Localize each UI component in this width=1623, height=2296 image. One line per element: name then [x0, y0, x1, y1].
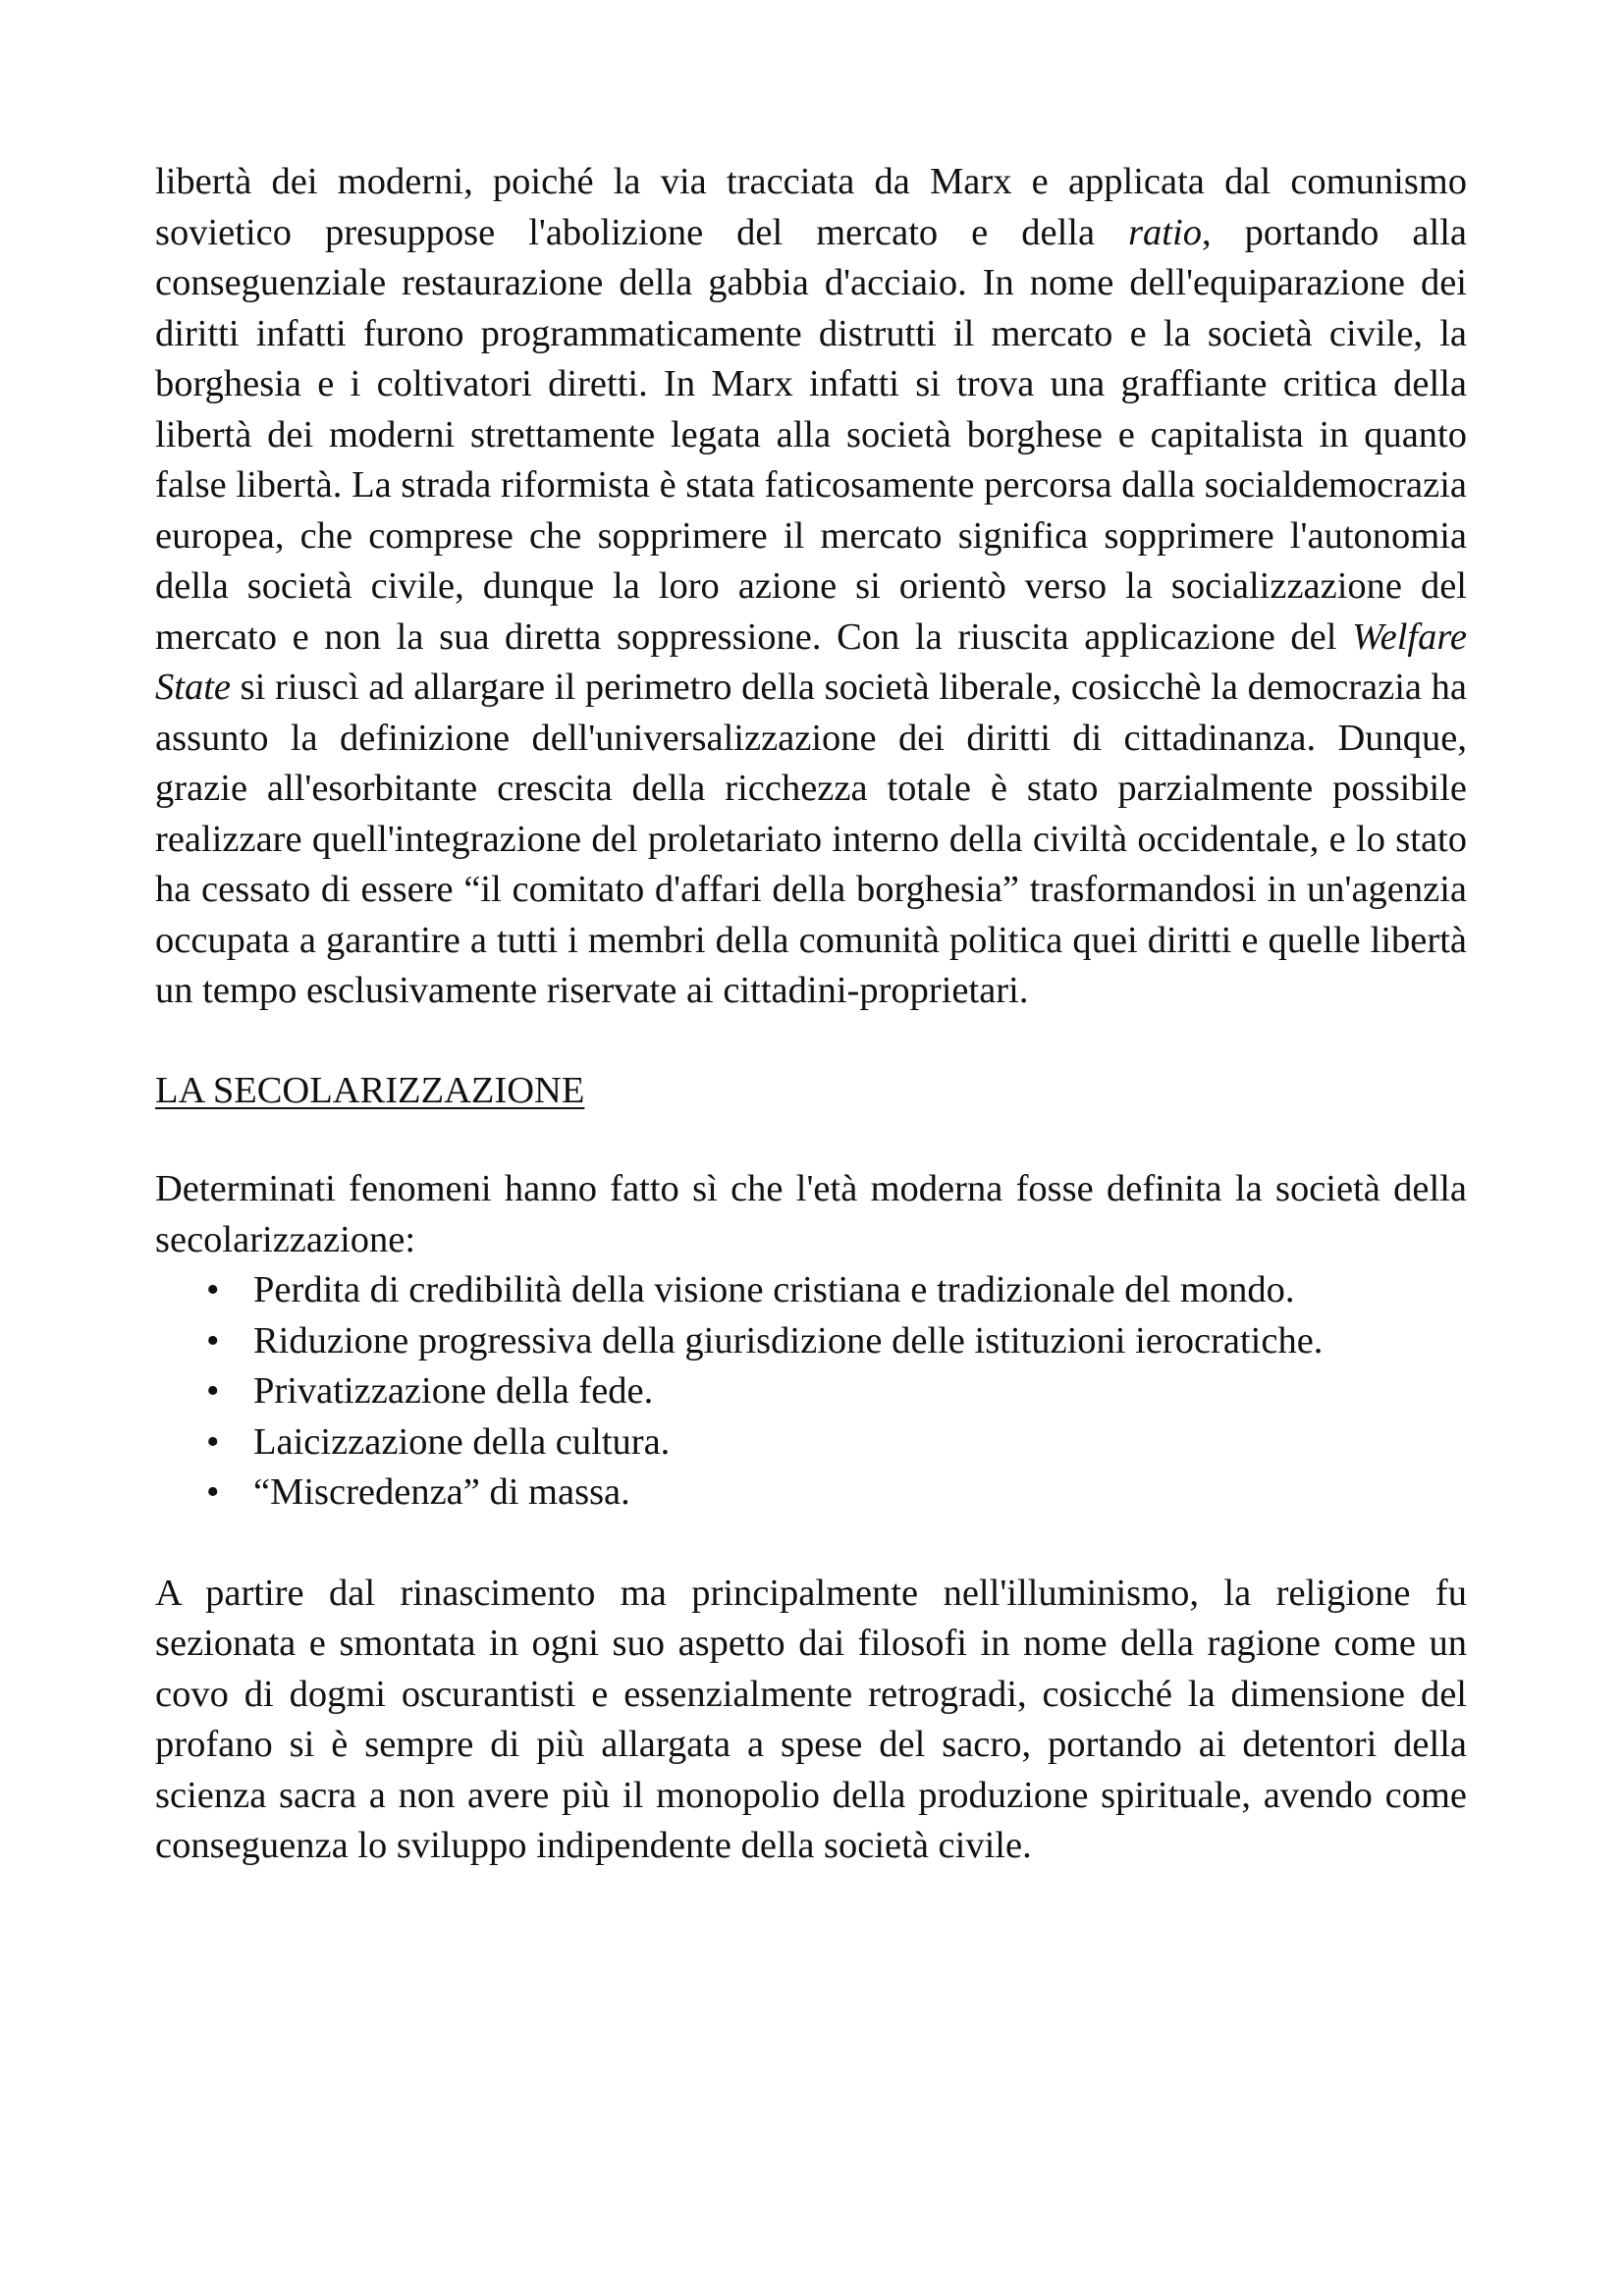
list-item-text: Laicizzazione della cultura.	[253, 1420, 671, 1463]
paragraph-renaissance-enlightenment: A partire dal rinascimento ma principalmente nell'illuminismo, la religione fu sezionata e smontata in ogni suo aspetto dai filosofi in nome della ragione come un covo di dogmi oscurantisti e essenzialmente retrogradi, cosicché la dimensione del profano si è sempre di più allargata a spese del sacro, portando ai detentori della scienza sacra a non avere più il monopolio della produzione spirituale, avendo come conseguenza lo sviluppo indipendente della società civile.	[155, 1572, 1467, 1866]
list-item	[155, 1265, 1467, 1316]
bullet-marker: •	[206, 1471, 220, 1513]
list-item	[155, 1417, 1467, 1468]
list-item-text: Riduzione progressiva della giurisdizione delle istituzioni ierocratiche.	[253, 1319, 1324, 1362]
secularization-bullet-list	[155, 1265, 1467, 1519]
paragraph-secularization-intro: Determinati fenomeni hanno fatto sì che l'età moderna fosse definita la società della secolarizzazione:	[155, 1168, 1467, 1260]
italic-term-welfare-state: Welfare State	[155, 615, 1467, 708]
bullet-marker: •	[206, 1370, 220, 1412]
list-item	[155, 1366, 1467, 1417]
list-item-text: Privatizzazione della fede.	[253, 1370, 654, 1412]
paragraph-1-text-b: , portando alla conseguenziale restaurazione della gabbia d'acciaio. In nome dell'equiparazione dei diritti infatti furono programmaticamente distrutti il mercato e la società civile, la borghesia e i coltivatori diretti. In Marx infatti si trova una graffiante critica della libertà dei moderni strettamente legata alla società borghese e capitalista in quanto false libertà. La strada riformista è stata faticosamente percorsa dalla socialdemocrazia europea, che comprese che sopprimere il mercato significa sopprimere l'autonomia della società civile, dunque la loro azione si orientò verso la socializzazione del mercato e non la sua diretta soppressione. Con la riuscita applicazione del	[155, 211, 1467, 658]
list-item-text: Perdita di credibilità della visione cristiana e tradizionale del mondo.	[253, 1269, 1295, 1310]
italic-term-ratio: ratio	[1128, 211, 1202, 253]
paragraph-1-text-c: si riuscì ad allargare il perimetro della società liberale, cosicchè la democrazia ha assunto la definizione dell'universalizzazione dei diritti di cittadinanza. Dunque, grazie all'esorbitante crescita della ricchezza totale è stato parzialmente possibile realizzare quell'integrazione del proletariato interno della civiltà occidentale, e lo stato ha cessato di essere “il comitato d'affari della borghesia” trasformandosi in un'agenzia occupata a garantire a tutti i membri della comunità politica quei diritti e quelle libertà un tempo esclusivamente riservate ai cittadini-proprietari.	[155, 667, 1467, 1011]
bullet-marker: •	[206, 1420, 220, 1463]
bullet-marker: •	[206, 1319, 220, 1362]
paragraph-1-text-a: libertà dei moderni, poiché la via tracciata da Marx e applicata dal comunismo sovietico presuppose l'abolizione del mercato e della	[155, 161, 1467, 253]
paragraph-marx-welfare	[155, 157, 1467, 1017]
section-heading: LA SECOLARIZZAZIONE	[155, 1069, 585, 1111]
bullet-marker: •	[206, 1269, 220, 1310]
list-item	[155, 1316, 1467, 1367]
list-item-text: “Miscredenza” di massa.	[253, 1471, 630, 1513]
page-content	[155, 157, 1467, 1872]
list-item	[155, 1468, 1467, 1519]
